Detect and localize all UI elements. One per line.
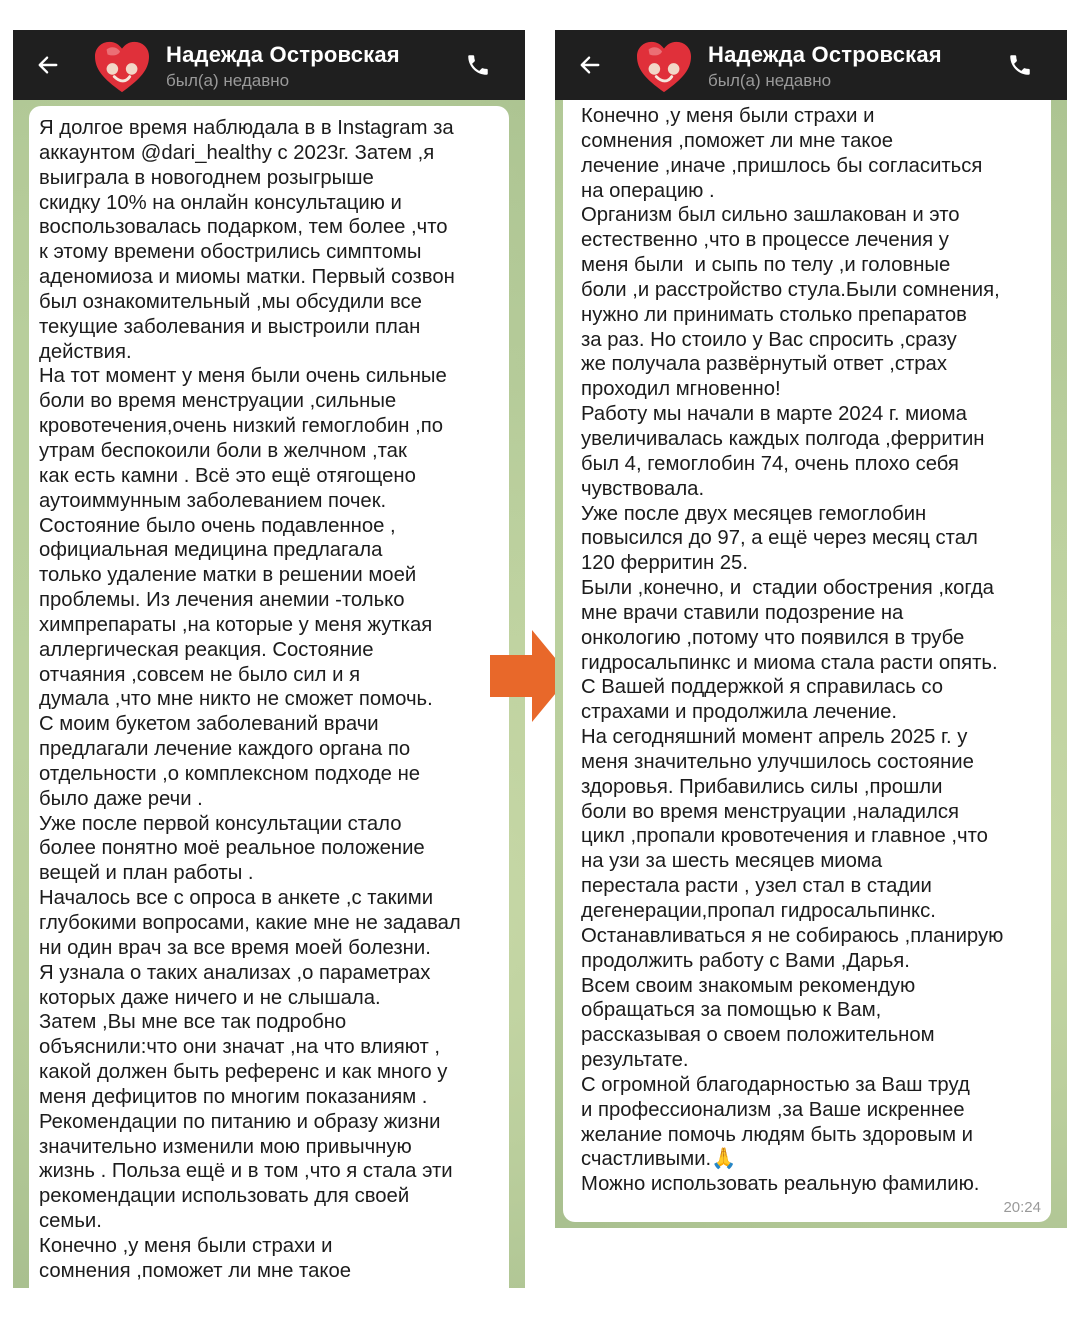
- contact-name[interactable]: Надежда Островская: [708, 42, 942, 67]
- message-time: 20:24: [1003, 1199, 1041, 1216]
- phone-icon[interactable]: [465, 52, 491, 78]
- contact-name[interactable]: Надежда Островская: [166, 42, 400, 67]
- chat-screen-left: [13, 30, 525, 1288]
- contact-status: был(а) недавно: [166, 71, 290, 90]
- message-bubble[interactable]: [563, 100, 1051, 1222]
- message-text: Конечно ,у меня были страхи и сомнения ,поможет ли мне такое лечение ,иначе ,пришлось бы согласиться на операцию . Организм был сильно зашлакован и это естественно ,что в процессе лечения у меня были и сыпь по телу ,и головные боли ,и расстройство стула.Были сомнения, нужно ли принимать столько препаратов за раз. Но стоило у Вас спросить ,сразу же получала развёрнутый ответ ,страх проходил мгновенно! Работу мы начали в марте 2024 г. миома увеличивалась каждых полгода ,ферритин был 4, гемоглобин 74, очень плохо себя чувствовала. Уже после двух месяцев гемоглобин повысился до 97, а ещё через месяц стал 120 ферритин 25. Были ,конечно, и стадии обострения ,когда мне врачи ставили подозрение на онкологию ,потому что появился в трубе гидросальпинкс и миома стала расти опять. С Вашей поддержкой я справилась со страхами и продолжила лечение. На сегодняшний момент апрель 2025 г. у меня значительно улучшилось состояние здоровья. Прибавились силы ,прошли боли во время менструации ,наладился цикл ,пропали кровотечения и главное ,что на узи за шесть месяцев миома перестала расти , узел стал в стадии дегенерации,пропал гидросальпинкс. Останавливаться я не собираюсь ,планирую продолжить работу с Вами ,Дарья. Всем своим знакомым рекомендую обращаться за помощью к Вам, рассказывая о своем положительном результате. С огромной благодарностью за Ваш труд и профессионализм ,за Ваше искреннее желание помочь людям быть здоровым и счастливыми.🙏 Можно использовать реальную фамилию.: [581, 105, 1004, 1196]
- message-text: Я долгое время наблюдала в в Instagram за аккаунтом @dari_healthy с 2023г. Затем ,я выиграла в новогоднем розыгрыше скидку 10% на онлайн консультацию и воспользовалась подарком, тем более ,что к этому времени обострились симптомы аденомиоза и миомы матки. Первый созвон был ознакомительный ,мы обсудили все текущие заболевания и выстроили план действия. На тот момент у меня были очень сильные боли во время менструации ,сильные кровотечения,очень низкий гемоглобин ,по утрам беспокоили боли в желчном ,так как есть камни . Всё это ещё отягощено аутоиммунным заболеванием почек. Состояние было очень подавленное , официальная медицина предлагала только удаление матки в решении моей проблемы. Из лечения анемии -только химпрепараты ,на которые у меня жуткая аллергическая реакция. Состояние отчаяния ,совсем не было сил и я думала ,что мне никто не сможет помочь. С моим букетом заболеваний врачи предлагали лечение каждого органа по отдельности ,о комплексном подходе не было даже речи . Уже после первой консультации стало более понятно моё реальное положение вещей и план работы . Началось все с опроса в анкете ,с такими глубокими вопросами, какие мне не задавал ни один врач за все время моей болезни. Я узнала о таких анализах ,о параметрах которых даже ничего и не слышала. Затем ,Вы мне все так подробно объяснили:что они значат ,на что влияют , какой должен быть референс и как много у меня дефицитов по многим показаниям . Рекомендации по питанию и образу жизни значительно изменили мою привычную жизнь . Польза ещё и в том ,что я стала эти рекомендации использовать для своей семьи. Конечно ,у меня были страхи и сомнения ,поможет ли мне такое: [39, 117, 461, 1282]
- chat-header: [13, 30, 525, 100]
- message-bubble[interactable]: [29, 106, 509, 1288]
- arrow-left-icon[interactable]: [579, 54, 601, 76]
- contact-status: был(а) недавно: [708, 71, 832, 90]
- avatar[interactable]: [93, 40, 151, 94]
- chat-screen-right: [555, 30, 1067, 1228]
- phone-icon[interactable]: [1007, 52, 1033, 78]
- avatar[interactable]: [635, 40, 693, 94]
- chat-header: [555, 30, 1067, 100]
- arrow-left-icon[interactable]: [37, 54, 59, 76]
